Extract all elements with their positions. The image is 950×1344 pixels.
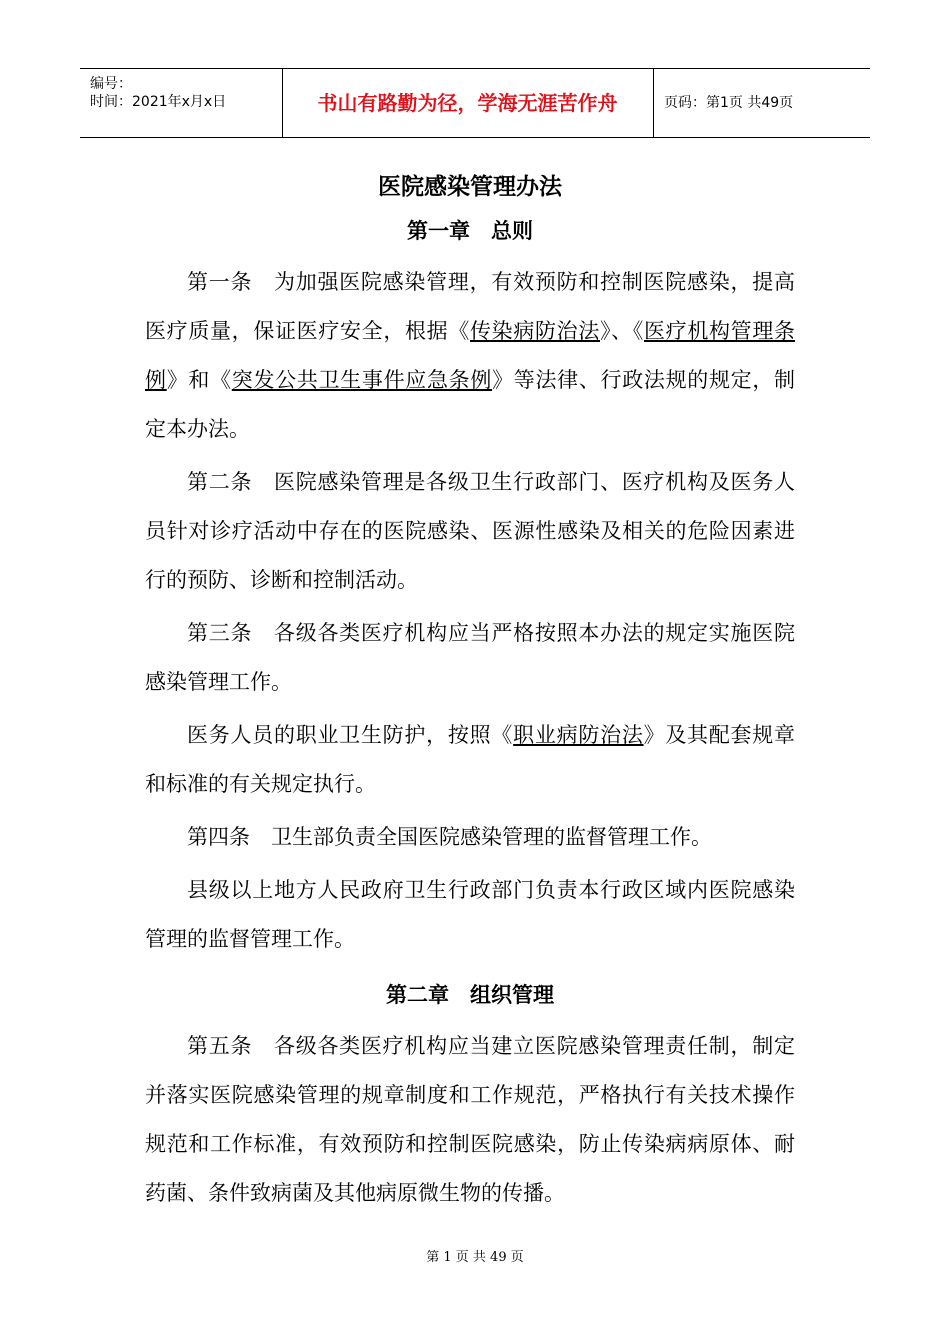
article-1-sep-1: 》、《 [600, 319, 644, 343]
article-4-paragraph-2: 县级以上地方人民政府卫生行政部门负责本行政区域内医院感染管理的监督管理工作。 [145, 878, 795, 951]
document-body [145, 160, 795, 1222]
article-3-paragraph-2 [145, 711, 795, 809]
document-title: 医院感染管理办法 [378, 174, 562, 200]
article-1 [145, 258, 795, 454]
header-meta-cell [80, 69, 283, 137]
chapter-heading-1: 第一章 总则 [407, 219, 533, 243]
page-header [80, 68, 870, 138]
article-2: 第二条 医院感染管理是各级卫生行政部门、医疗机构及医务人员针对诊疗活动中存在的医院感染、医源性感染及相关的危险因素进行的预防、诊断和控制活动。 [145, 470, 795, 592]
law-link-occupational-disease[interactable]: 职业病防治法 [513, 723, 644, 747]
chapter-heading-2: 第二章 组织管理 [386, 983, 554, 1007]
header-page-info: 页码：第1页 共49页 [664, 95, 794, 111]
article-1-text-start: 第一条 为加强医院感染管理，有效预防和控制医院感染，提高医疗质量，保证医疗安全，根据《 [145, 270, 795, 343]
document-date-label: 时间：2021年x月x日 [90, 94, 227, 110]
page-footer: 第 1 页 共 49 页 [426, 1250, 524, 1265]
article-3: 第三条 各级各类医疗机构应当严格按照本办法的规定实施医院感染管理工作。 [145, 621, 795, 694]
law-link-medical-institution[interactable]: 医疗机构管理条例 [145, 319, 795, 392]
law-link-infectious-disease[interactable]: 传染病防治法 [470, 319, 600, 343]
header-motto: 书山有路勤为径，学海无涯苦作舟 [282, 69, 654, 137]
article-1-text-end: 》等法律、行政法规的规定，制定本办法。 [145, 368, 796, 441]
article-5: 第五条 各级各类医疗机构应当建立医院感染管理责任制，制定并落实医院感染管理的规章制度和工作规范，严格执行有关技术操作规范和工作标准，有效预防和控制医院感染，防止传染病病原体、耐药菌、条件致病菌及其他病原微生物的传播。 [145, 1034, 795, 1205]
law-link-public-health-emergency[interactable]: 突发公共卫生事件应急条例 [231, 368, 493, 392]
article-3b-text-end: 》及其配套规章和标准的有关规定执行。 [145, 723, 796, 796]
article-3b-text-start: 医务人员的职业卫生防护，按照《 [187, 723, 514, 747]
article-1-sep-2: 》和《 [166, 368, 232, 392]
article-4: 第四条 卫生部负责全国医院感染管理的监督管理工作。 [187, 825, 712, 849]
document-number-label: 编号： [90, 76, 132, 92]
